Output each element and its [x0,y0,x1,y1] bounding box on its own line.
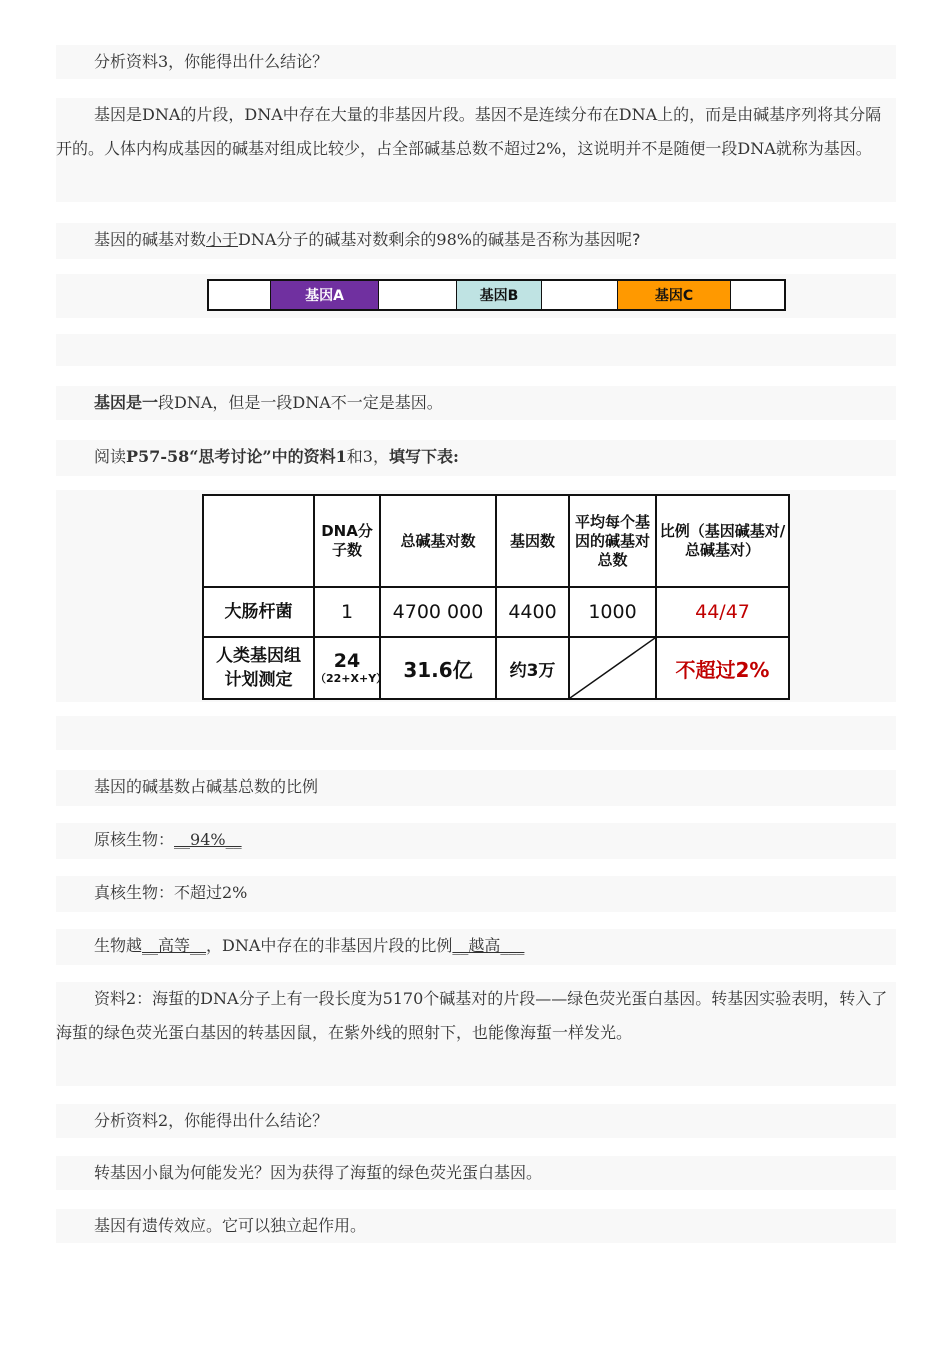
header-cell: DNA分子数 [314,495,380,587]
text: ，DNA中存在的非基因片段的比例 [206,936,453,955]
text: DNA分子的碱基对数剩余的98% [238,230,472,249]
table-header-row [203,495,789,587]
table-cell: 1000 [569,587,656,637]
answer-text: __高等__ [142,936,207,955]
gene-c-label: 基因C [654,288,694,304]
table-cell: 约3万 [496,637,569,699]
text: 和3， [346,447,389,466]
table-cell: 31.6亿 [380,637,496,699]
label-text: 原核生物： [94,830,175,849]
table-cell: 4400 [496,587,569,637]
row-label: 大肠杆菌 [203,587,314,637]
table-cell [314,637,388,699]
gene-ratio-table [202,494,790,700]
answer-text: __94%__ [174,830,242,849]
header-cell: 平均每个基因的碱基对总数 [569,495,656,587]
text: 的碱基是否称为基因呢? [471,230,641,249]
dna-gene-diagram [207,279,786,311]
paragraph-gene-definition [56,386,896,420]
header-cell: 基因数 [496,495,569,587]
blank-paragraph [56,334,896,366]
paragraph-text: 分析资料2，你能得出什么结论？ [94,1111,329,1130]
paragraph-material-2 [56,982,896,1086]
gene-b-label: 基因B [479,288,519,304]
table-cell: 1 [314,587,380,637]
non-gene-segment [379,281,457,309]
diagonal-empty-cell [569,637,656,699]
paragraph-ratio-heading [56,770,896,806]
paragraph-text: 资料2：海蜇的DNA分子上有一段长度为5170个碱基对的片段——绿色荧光蛋白基因。转基因实验表明，转入了海蜇的绿色荧光蛋白基因的转基因鼠，在紫外线的照射下，也能像海蜇一样发光。 [56,989,888,1042]
table-cell: 44/47 [656,587,789,637]
paragraph-gene-is-dna-fragment [56,98,896,202]
text: 段DNA，但是一段DNA不一定是基因。 [158,393,443,412]
bold-text: 填写下表: [388,447,459,466]
paragraph-question-material-3 [56,45,896,79]
paragraph-genetic-effect [56,1209,896,1243]
paragraph-text: 转基因小鼠为何能发光？因为获得了海蜇的绿色荧光蛋白基因。 [94,1163,543,1182]
paragraph-prokaryote [56,823,896,859]
bold-text: P57-58“思考讨论”中的资料1 [126,447,347,466]
paragraph-text: 基因有遗传效应。它可以独立起作用。 [94,1216,367,1235]
paragraph-text: 分析资料3，你能得出什么结论？ [94,52,329,71]
diagonal-line [570,638,655,698]
table-cell: 4700 000 [380,587,496,637]
table-row [203,587,789,637]
blank-paragraph [56,716,896,750]
non-gene-segment [209,281,271,309]
non-gene-segment [542,281,618,309]
header-cell: 总碱基对数 [380,495,496,587]
paragraph-text: 基因是DNA的片段，DNA中存在大量的非基因片段。基因不是连续分布在DNA上的，而是由碱基序列将其分隔开的。人体内构成基因的碱基对组成比较少，占全部碱基总数不超过2%，这说明并不是随便一段DNA就称为基因。 [56,105,882,158]
row-label: 人类基因组计划测定 [203,637,314,699]
underlined-text: 小于 [206,230,239,249]
paragraph-higher-organisms [56,929,896,965]
table-row [203,637,789,699]
text: 基因的碱基对数 [94,230,207,249]
paragraph-gene-base-pairs-question [56,223,896,259]
gene-c-segment [618,281,731,309]
answer-text: __越高___ [452,936,525,955]
table-cell: 不超过2% [656,637,789,699]
paragraph-text: 真核生物：不超过2% [94,883,248,902]
paragraph-question-material-2 [56,1104,896,1138]
bold-text: 基因是一 [94,393,159,412]
paragraph-text: 基因的碱基数占碱基总数的比例 [94,777,319,796]
dna-count-note: （22+X+Y） [315,672,388,685]
gene-a-label: 基因A [305,288,344,304]
text: 生物越 [94,936,143,955]
paragraph-read-instruction [56,440,896,476]
header-cell: 比例（基因碱基对/总碱基对） [656,495,789,587]
paragraph-eukaryote [56,876,896,912]
text: 阅读 [94,447,127,466]
header-cell [203,495,314,587]
non-gene-segment [731,281,784,309]
gene-a-segment [271,281,379,309]
dna-count: 24 [333,650,361,672]
gene-b-segment [457,281,542,309]
paragraph-transgenic-mouse [56,1156,896,1190]
